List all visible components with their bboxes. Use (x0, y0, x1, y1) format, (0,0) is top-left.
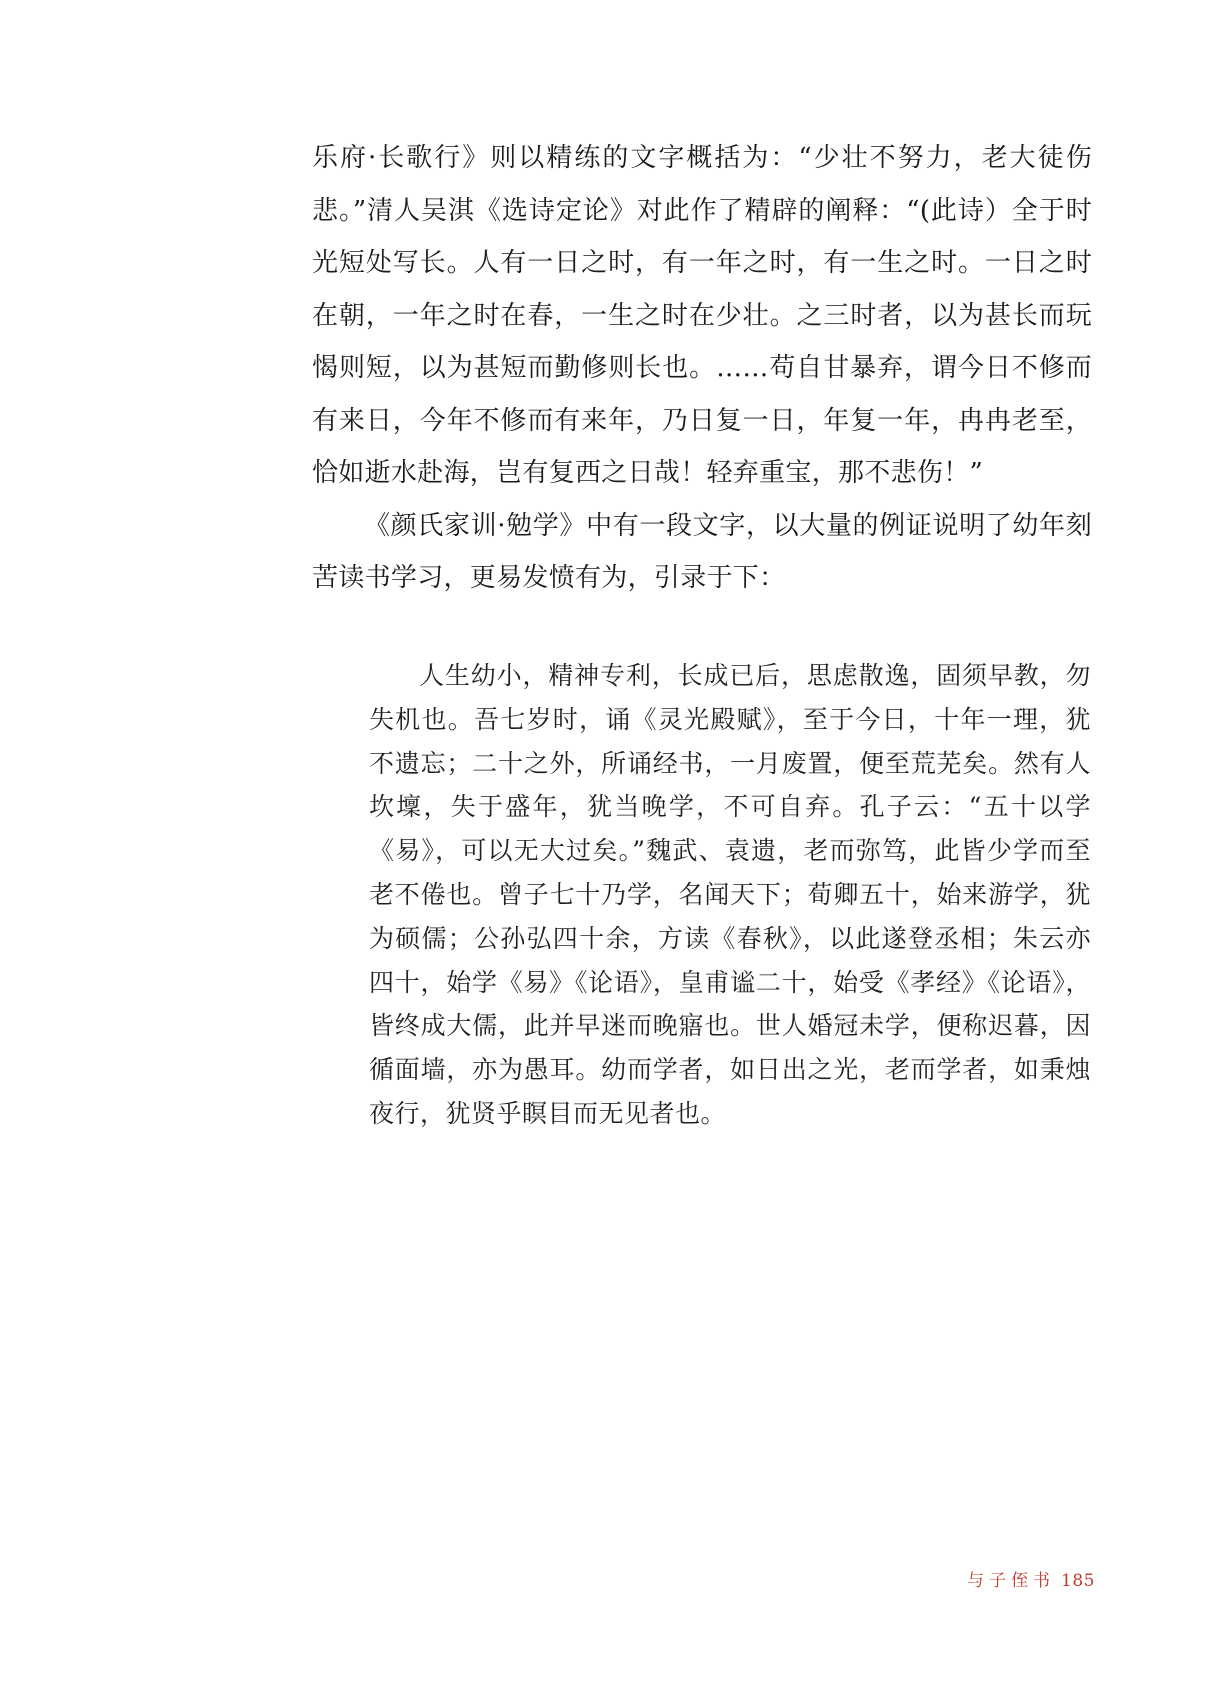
main-text (312, 132, 1092, 605)
page-footer (967, 1566, 1095, 1591)
block-quote: 人生幼小，精神专利，长成已后，思虑散逸，固须早教，勿失机也。吾七岁时，诵《灵光殿赋》，至于今日，十年一理，犹不遗忘；二十之外，所诵经书，一月废置，便至荒芜矣。然有人坎壈，失于盛年，犹当晚学，不可自弃。孔子云：“五十以学《易》，可以无大过矣。”魏武、袁遗，老而弥笃，此皆少学而至老不倦也。曾子七十乃学，名闻天下；荀卿五十，始来游学，犹为硕儒；公孙弘四十余，方读《春秋》，以此遂登丞相；朱云亦四十，始学《易》《论语》，皇甫谧二十，始受《孝经》《论语》，皆终成大儒，此并早迷而晚寤也。世人婚冠未学，便称迟暮，因循面墙，亦为愚耳。幼而学者，如日出之光，老而学者，如秉烛夜行，犹贤乎瞑目而无见者也。 (369, 661, 1091, 1128)
running-title: 与子侄书 (967, 1571, 1056, 1591)
paragraph-1: 乐府·长歌行》则以精练的文字概括为：“少壮不努力，老大徒伤悲。”清人吴淇《选诗定论》对此作了精辟的阐释：“(此诗）全于时光短处写长。人有一日之时，有一年之时，有一生之时。一日之时在朝，一年之时在春，一生之时在少壮。之三时者，以为甚长而玩愒则短，以为甚短而勤修则长也。……苟自甘暴弃，谓今日不修而有来日，今年不修而有来年，乃日复一日，年复一年，冉冉老至，恰如逝水赴海，岂有复西之日哉！轻弃重宝，那不悲伤！” (312, 143, 1092, 488)
paragraph-2: 《颜氏家训·勉学》中有一段文字，以大量的例证说明了幼年刻苦读书学习，更易发愤有为，引录于下： (312, 510, 1092, 593)
page-number: 185 (1061, 1571, 1095, 1591)
